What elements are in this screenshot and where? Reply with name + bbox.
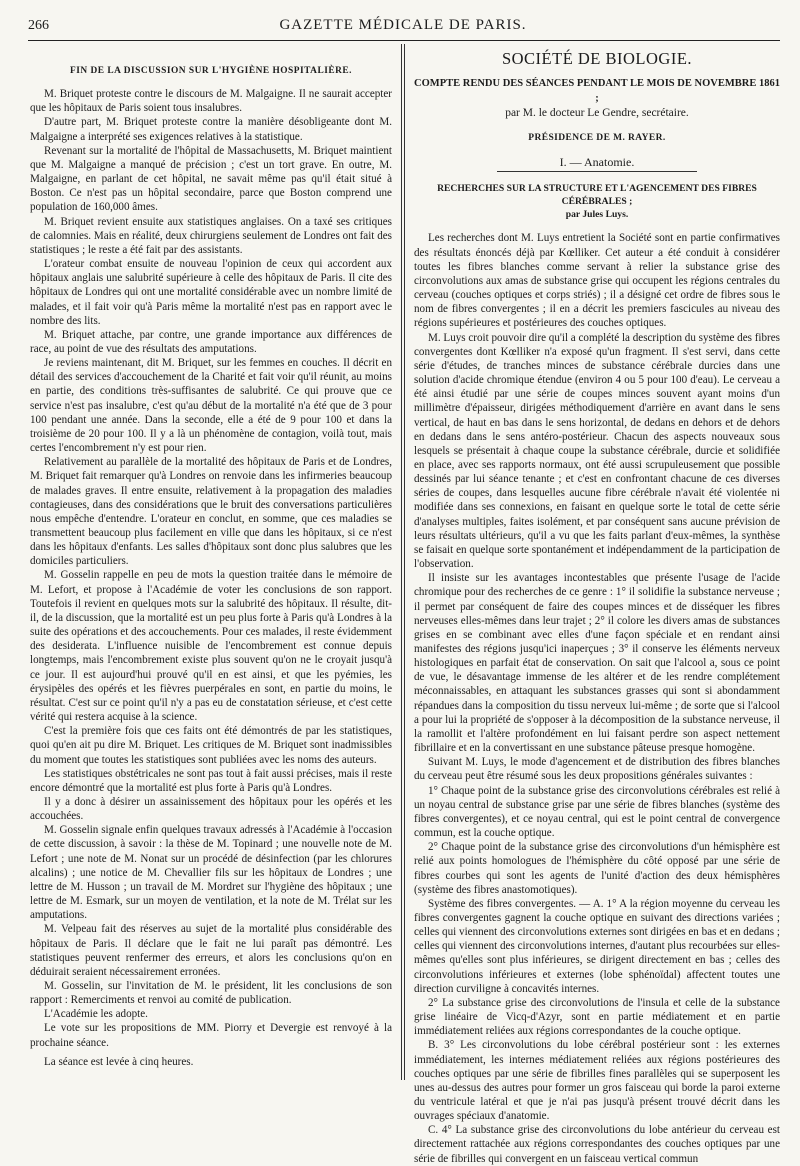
column-divider-inner <box>404 44 405 1080</box>
left-body <box>30 87 392 1069</box>
paragraph: D'autre part, M. Briquet proteste contre la manière désobligeante dont M. Malgaigne a interprété ses exigences relatives à la statistique. <box>30 116 392 143</box>
paragraph: Il insiste sur les avantages incontestables que présente l'usage de l'acide chromique pour des recherches de ce genre : 1° il solidifie la substance nerveuse ; il permet par conséquent de faire des coupes minces et de disséquer les fibres nerveuses elles-mêmes dans leur trajet ; 2° il colore les divers amas de substances grises en se combinant avec elles d'une façon spéciale et en rendant ainsi manifestes des régions jusqu'ici inaperçues ; 3° il conserve les éléments nerveux histologiques en parfait état de conservation. On sait que l'alcool a, sous ce point de vue, le désavantage immense de les altérer et de les rendre complétement méconnaissables, en attaquant les substances grasses qui sont si abondamment répandues dans la composition du tissu nerveux lui-même ; de sorte que si l'alcool a pour lui la propriété de s'opposer à la décomposition de la substance nerveuse, il la ramollit et l'altère profondément en lui faisant perdre son aspect nettement fibrillaire et en la convertissant en une substance pâteuse presque homogène. <box>414 572 780 755</box>
report-heading <box>414 76 780 121</box>
paragraph: M. Briquet attache, par contre, une grande importance aux différences de race, au point de vue des résultats des amputations. <box>30 328 392 355</box>
paragraph: La séance est levée à cinq heures. <box>44 1055 194 1068</box>
paragraph: L'orateur combat ensuite de nouveau l'opinion de ceux qui accordent aux hôpitaux anglais une salubrité supérieure à celle des hôpitaux de Paris. Il cite des hôpitaux de Londres qui ont une mortalité considérable avec un nombre limité de malades, et il fait voir qu'à Paris même la mortalité n'est pas en rapport avec le nombre des lits. <box>30 258 392 327</box>
right-column <box>414 49 780 1165</box>
presidency-line: PRÉSIDENCE DE M. RAYER. <box>528 133 666 144</box>
paragraph: Revenant sur la mortalité de l'hôpital de Massachusetts, M. Briquet maintient que M. Malgaigne a manqué de précision ; c'est un tort grave. En outre, M. Malgaigne, en parlant de cet hôpital, ne savait même pas qu'il était situé à Boston. Ce n'est pas un hôpital secondaire, parce que Boston comprend une population de 160,000 âmes. <box>30 144 392 214</box>
paragraph: 2° La substance grise des circonvolutions de l'insula et celle de la substance grise linéaire de Vicq-d'Azyr, sont en partie médiatement et en partie immédiatement reliées aux régions correspondantes de la couche optique. <box>414 996 780 1038</box>
paragraph: M. Gosselin signale enfin quelques travaux adressés à l'Académie à l'occasion de cette discussion, à savoir : la thèse de M. Topinard ; une nouvelle note de M. Lefort ; une note de M. Nonat sur un procédé de désinfection (par les chlorures alcalins) ; une notice de M. Chevallier fils sur les hôpitaux de Londres ; une lettre de M. Husson ; un travail de M. Mordret sur l'hygiène des hôpitaux ; une lettre de M. Esmark, sur un moyen de ventilation, et la note de M. Trélat sur les amputations. <box>30 824 392 922</box>
paragraph: B. 3° Les circonvolutions du lobe cérébral postérieur sont : les externes immédiatement, les internes médiatement reliées aux régions postérieures des couches optiques par une série de fibrilles fines parallèles qui se superposent les unes au-dessus des autres pour former un gros faisceau qui borde la paroi externe du ventricule latéral et que je n'ai pas jusqu'à présent trouvé décrit dans les ouvrages spéciaux d'anatomie. <box>414 1039 780 1123</box>
paragraph: C. 4° La substance grise des circonvolutions du lobe antérieur du cerveau est directement rattachée aux régions correspondantes des couches optiques par une série de fibrilles qui convergent en un faisceau vertical commun <box>414 1124 780 1165</box>
report-line: COMPTE RENDU DES SÉANCES PENDANT LE MOIS DE NOVEMBRE 1861 ; <box>414 78 780 105</box>
paragraph: L'Académie les adopte. <box>44 1008 148 1021</box>
research-title: RECHERCHES SUR LA STRUCTURE ET L'AGENCEMENT DES FIBRES CÉRÉBRALES ; <box>437 183 757 208</box>
column-divider <box>401 44 402 1080</box>
left-column <box>30 60 392 1080</box>
header-rule <box>28 40 780 41</box>
paragraph: 1° Chaque point de la substance grise des circonvolutions cérébrales est relié à un noyau central de substance grise par une série de fibres blanches (système des fibres convergentes), et ce noyau central, qui est le point central de convergence commun, est la couche optique. <box>414 784 780 840</box>
paragraph: M. Gosselin, sur l'invitation de M. le président, lit les conclusions de son rapport : Remerciments et renvoi au comité de publication. <box>30 980 392 1007</box>
section-heading-hygiene: FIN DE LA DISCUSSION SUR L'HYGIÈNE HOSPITALIÈRE. <box>70 66 352 76</box>
research-author: par Jules Luys. <box>565 209 629 221</box>
research-heading <box>414 182 780 221</box>
paragraph: M. Briquet revient ensuite aux statistiques anglaises. On a taxé ses critiques de calomnies. Mais en réalité, deux chirurgiens seulement de Londres ont fait des statistiques ; le reste a été fait par des assistants. <box>30 215 392 256</box>
paragraph: Suivant M. Luys, le mode d'agencement et de distribution des fibres blanches du cerveau peut être résumé sous les deux propositions générales suivantes : <box>414 756 780 783</box>
society-title: SOCIÉTÉ DE BIOLOGIE. <box>501 49 693 68</box>
paragraph: Je reviens maintenant, dit M. Briquet, sur les femmes en couches. Il décrit en détail des services d'accouchement de la Charité et fait voir qu'il réunit, au moins en partie, des conditions très-suffisantes de salubrité. Ce qui prouve que ce service n'est pas insalubre, c'est qu'au début de la mortalité n'a été que de 3 pour 100 pendant une année. Dans la seconde, elle a été de 9 pour 100 et dans la troisième de 20 pour 100. Il y a là un phénomène de contagion, voilà tout, mais certes l'encombrement n'y est pour rien. <box>30 357 392 455</box>
paragraph: Il y a donc à désirer un assainissement des hôpitaux pour les opérés et les accouchées. <box>30 795 392 823</box>
journal-title: GAZETTE MÉDICALE DE PARIS. <box>279 17 527 33</box>
paragraph: Système des fibres convergentes. — A. 1° A la région moyenne du cerveau les fibres convergentes gagnent la couche optique en suivant des directions variées ; celles qui viennent des circonvolutions externes sont dirigées en bas et en dedans ; celles qui viennent des circonvolutions internes, d'autant plus recourbées sur elles-mêmes qu'elles sont plus inférieures, se dirigent directement en bas ; celles des circonvolutions inférieures et externes (lobe sphénoïdal) affectent toutes une direction curviligne à concavités internes. <box>414 897 780 995</box>
paragraph: M. Velpeau fait des réserves au sujet de la mortalité plus considérable des hôpitaux de Paris. Il déclare que le fait ne lui paraît pas démontré. Les statistiques peuvent renfermer des erreurs, et alors les conclusions qu'on en déduirait seraient nécessairement erronées. <box>30 923 392 978</box>
anatomy-rule <box>497 171 697 172</box>
anatomy-heading: I. — Anatomie. <box>559 155 635 170</box>
report-author: par M. le docteur Le Gendre, secrétaire. <box>505 107 689 120</box>
paragraph: Les statistiques obstétricales ne sont pas tout à fait aussi précises, mais il reste encore démontré que la mortalité est plus forte à Paris qu'à Londres. <box>30 767 392 794</box>
paragraph: M. Luys croit pouvoir dire qu'il a complété la description du système des fibres convergentes dont Kœlliker n'a exposé qu'un fragment. Il s'est servi, dans cette série d'études, de tranches minces de substance cérébrale durcies dans une solution d'acide chromique étendue (environ 4 ou 5 pour 100 d'eau). Le cerveau a été ainsi étudié par une série de coupes minces souvent ayant moins d'un millimètre d'épaisseur, dirigées méthodiquement d'arrière en avant dans le sens vertical, de haut en bas dans le sens horizontal, de dedans en dehors et de dehors en dedans dans le sens antéro-postérieur. Chacun des aspects nouveaux sous lesquels se présentait à chaque coupe la substance cérébrale, durcie et solidifiée en place, avec ses rapports normaux, ont été aussi scrupuleusement que possible dessinés par lui séance tenante ; et c'est en confrontant chacune de ces diverses séries de coupes, dans lesquelles aucune fibre cérébrale n'avait été violentée ni modifiée dans ses connexions, en faisant en quelque sorte le total de cette série d'analyses multiples, faites isolément, et par conséquent sans aucune prévision de leurs résultats ultérieurs, qu'il a vu que les faits parlant d'eux-mêmes, la synthèse se faisait en quelque sorte spontanément et indépendamment de la participation de l'observation. <box>414 331 780 571</box>
paragraph: C'est la première fois que ces faits ont été démontrés de par les statistiques, quoi qu'en ait pu dire M. Briquet. Les critiques de M. Briquet sont inadmissibles du moment que toutes les statistiques sont publiées avec les noms des auteurs. <box>30 725 392 766</box>
paragraph: 2° Chaque point de la substance grise des circonvolutions d'un hémisphère est relié aux points homologues de l'hémisphère du côté opposé par une série de fibres courbes qui sont les agents de l'unité d'action des deux hémisphères (système des fibres anastomotiques). <box>414 841 780 896</box>
paragraph: Le vote sur les propositions de MM. Piorry et Devergie est renvoyé à la prochaine séance. <box>30 1022 392 1049</box>
right-body <box>414 231 780 1165</box>
page-number: 266 <box>28 18 49 33</box>
paragraph: M. Briquet proteste contre le discours de M. Malgaigne. Il ne saurait accepter que les hôpitaux de Paris soient tous insalubres. <box>30 88 392 115</box>
paragraph: M. Gosselin rappelle en peu de mots la question traitée dans le mémoire de M. Lefort, et propose à l'Académie de voter les conclusions de son rapport. Toutefois il revient en quelques mots sur la salubrité des hôpitaux. Il résulte, dit-il, de la discussion, que la mortalité est un peu plus forte à Paris qu'à Londres à la suite des opérations et des accouchements. Pour ces malades, il reste évidemment des desiderata. L'influence nuisible de l'encombrement est connue depuis longtemps, mais l'encombrement existe plus souvent qu'on ne le croyait jusqu'à ce jour. Il est aujourd'hui prouvé qu'il en est ainsi, et que les pyémies, les érysipèles des opérés et les fièvres puerpérales en sont, en partie du moins, le résultat. C'est sur ce point qu'il n'y a pas eu de constatation sérieuse, et c'est cette vérité qui restera acquise à la science. <box>30 569 392 724</box>
paragraph: Relativement au parallèle de la mortalité des hôpitaux de Paris et de Londres, M. Briquet fait remarquer qu'à Londres on renvoie dans les infirmeries beaucoup de malades graves. Il entre ensuite, relativement à la propagation des maladies contagieuses, dans des considérations que le bruit des conversations particulières nous empêche d'entendre. L'orateur en conclut, en somme, que ces maladies se transmettent beaucoup plus facilement en ville que dans les hôpitaux, si ce n'est dans les hôpitaux d'enfants. Les salles d'hôpitaux sont donc plus salubres que les domiciles particuliers. <box>30 456 392 568</box>
paragraph: Les recherches dont M. Luys entretient la Société sont en partie confirmatives des résultats énoncés déjà par Kœlliker. Cet auteur a été conduit à considérer toutes les fibres blanches comme servant à relier la substance grise des circonvolutions aux amas de substance grise qui occupent les régions centrales du cerveau (couches optiques et corps striés) ; il a désigné cet ordre de fibres sous le nom de fibres convergentes ; il en a décrit les premiers fascicules au niveau des régions supérieures et postérieures des couches optiques. <box>414 232 780 330</box>
